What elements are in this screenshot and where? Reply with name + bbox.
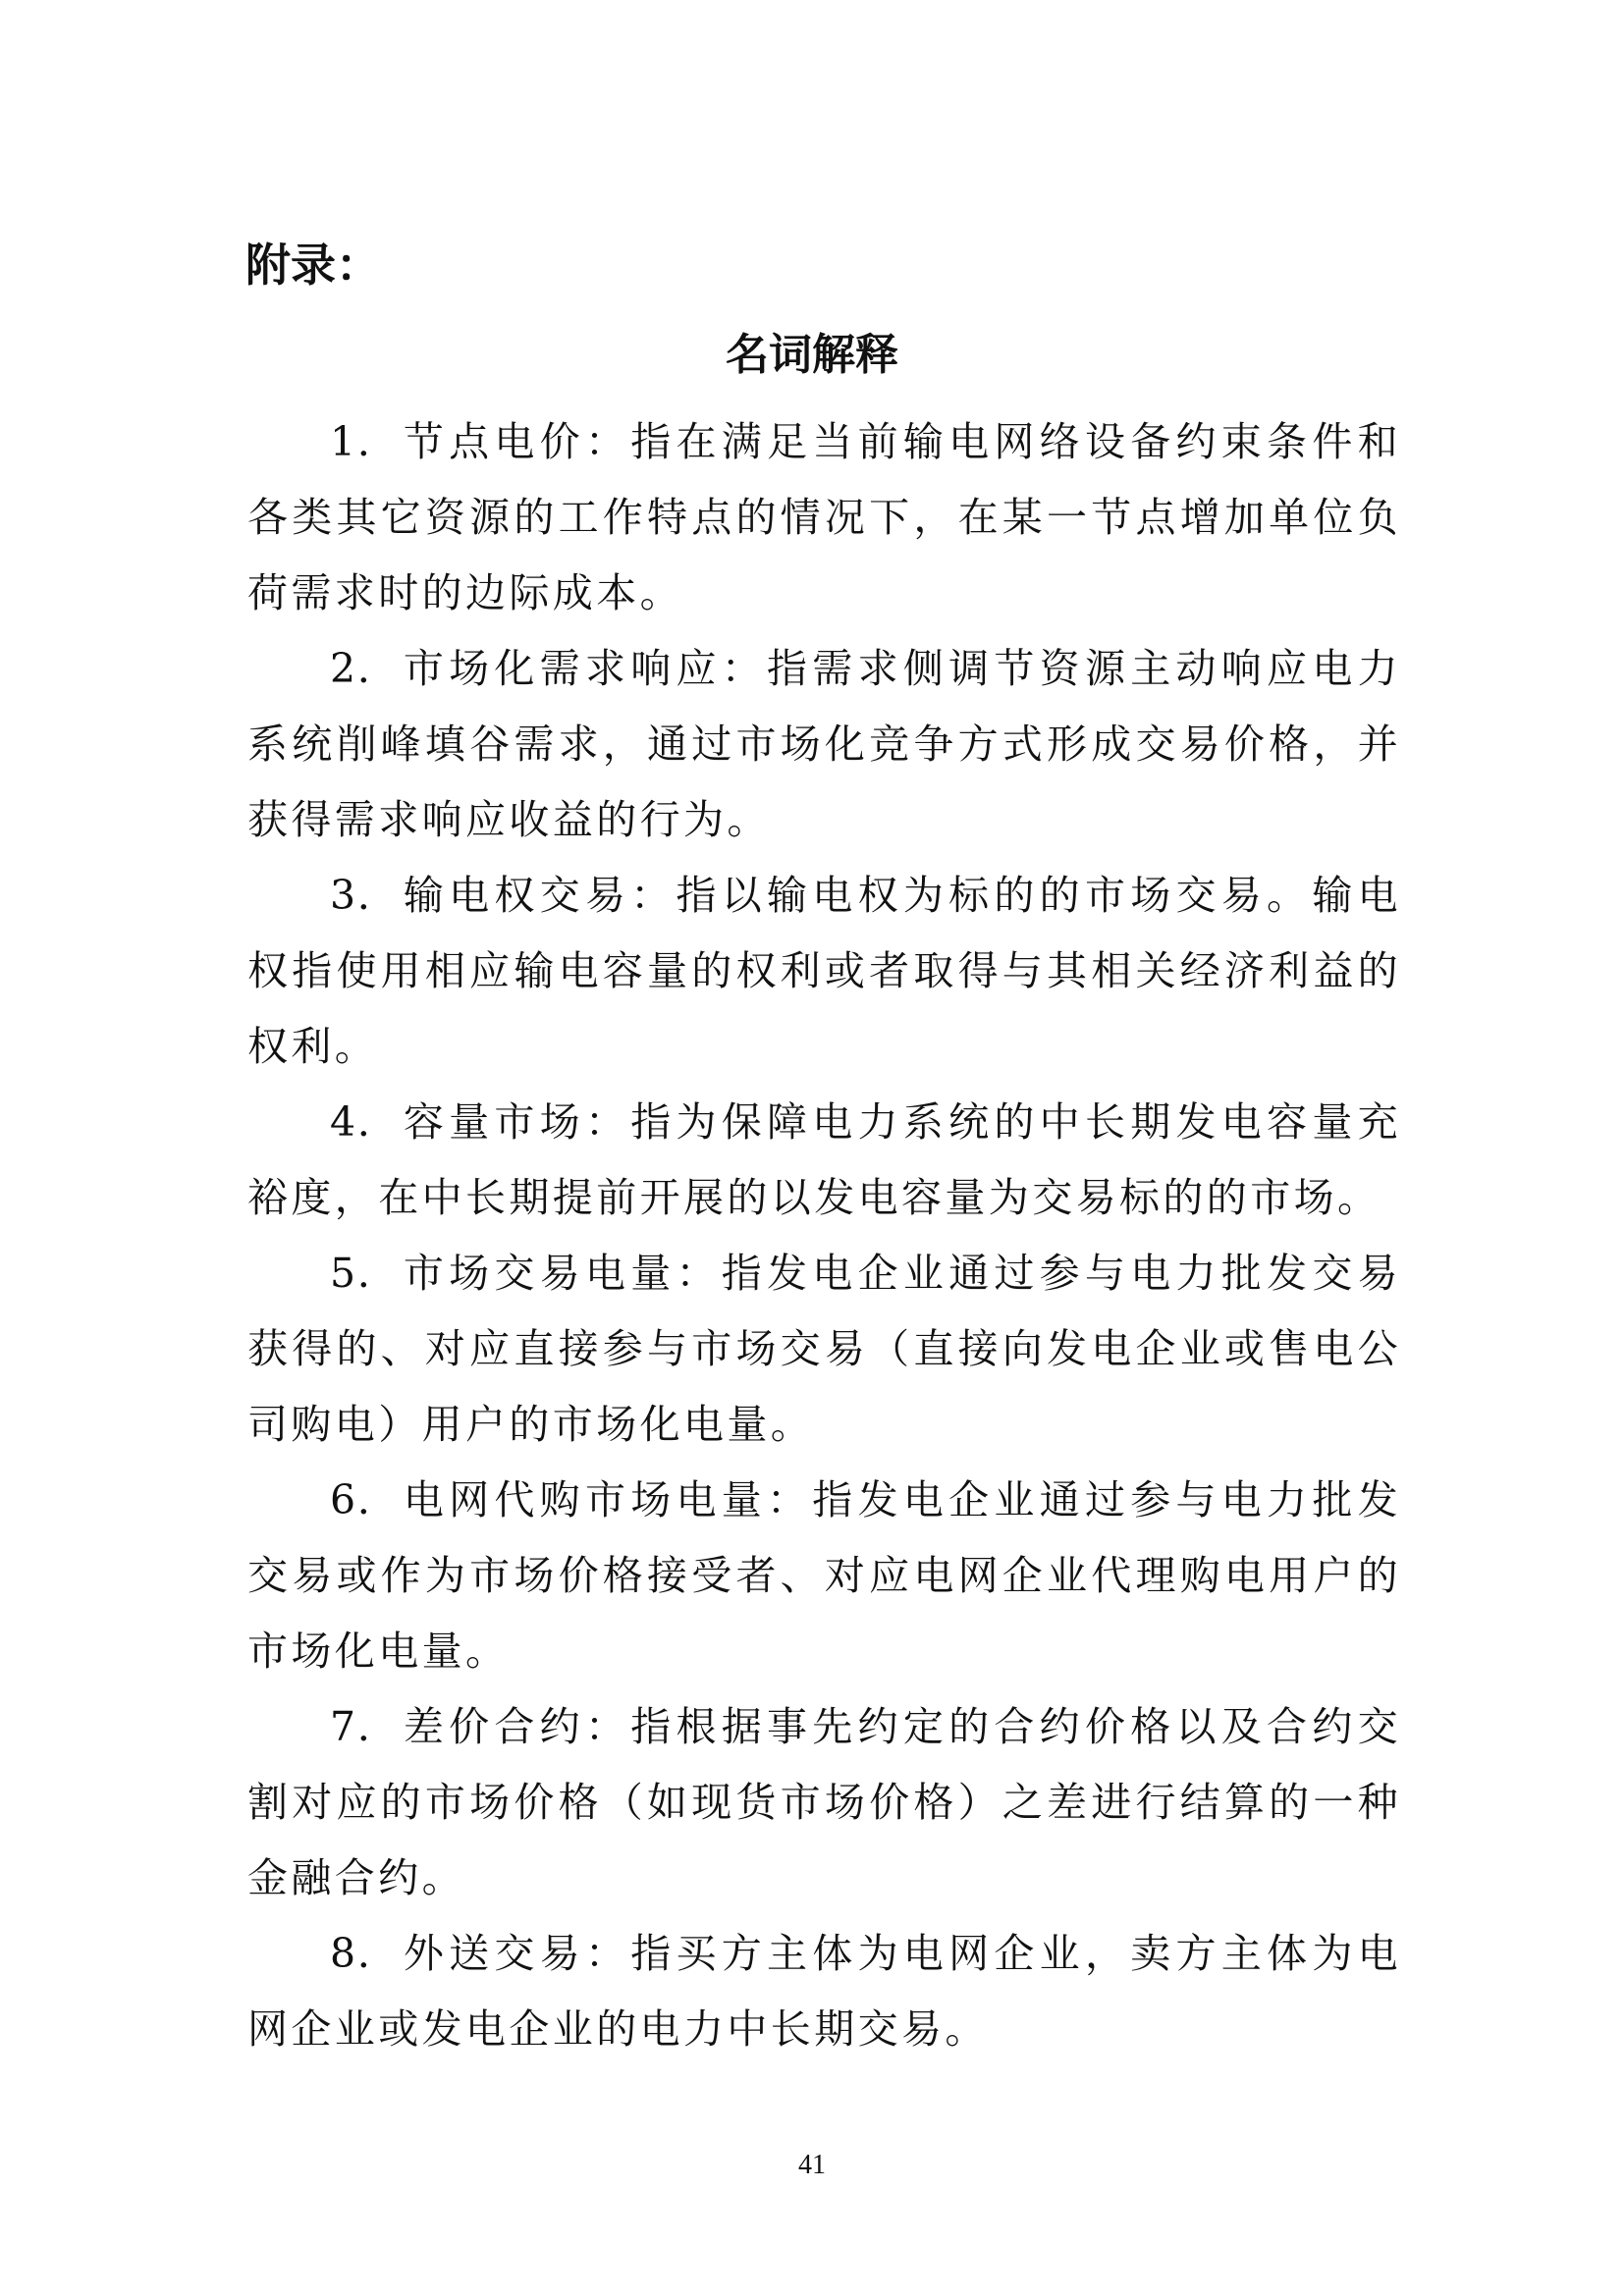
term-item: [247, 1463, 1401, 1689]
term-item: [247, 404, 1401, 631]
term-number: 5．: [330, 1250, 400, 1297]
glossary-title: 名词解释: [726, 330, 898, 380]
term-item: [247, 1916, 1401, 2067]
term-definition: 输电权交易：指以输电权为标的的市场交易。输电权指使用相应输电容量的权利或者取得与其相关经济利益的权利。: [247, 872, 1401, 1070]
term-list: [247, 404, 1401, 2067]
term-definition: 市场交易电量：指发电企业通过参与电力批发交易获得的、对应直接参与市场交易（直接向发电企业或售电公司购电）用户的市场化电量。: [247, 1250, 1401, 1448]
term-item: [247, 1236, 1401, 1463]
term-number: 2．: [330, 645, 400, 692]
term-number: 7．: [330, 1703, 400, 1750]
term-item: [247, 1689, 1401, 1916]
term-item: [247, 858, 1401, 1085]
term-number: 3．: [330, 872, 400, 919]
term-number: 1．: [330, 418, 400, 465]
term-definition: 外送交易：指买方主体为电网企业，卖方主体为电网企业或发电企业的电力中长期交易。: [247, 1930, 1401, 2053]
appendix-heading: 附录：: [245, 239, 381, 292]
term-number: 8．: [330, 1930, 400, 1977]
term-item: [247, 631, 1401, 858]
term-number: 4．: [330, 1098, 400, 1146]
term-number: 6．: [330, 1476, 400, 1523]
term-definition: 电网代购市场电量：指发电企业通过参与电力批发交易或作为市场价格接受者、对应电网企业代理购电用户的市场化电量。: [247, 1476, 1401, 1675]
term-item: [247, 1085, 1401, 1236]
page-number: 41: [798, 2150, 826, 2180]
term-definition: 节点电价：指在满足当前输电网络设备约束条件和各类其它资源的工作特点的情况下，在某一节点增加单位负荷需求时的边际成本。: [247, 418, 1401, 616]
term-definition: 市场化需求响应：指需求侧调节资源主动响应电力系统削峰填谷需求，通过市场化竞争方式形成交易价格，并获得需求响应收益的行为。: [247, 645, 1401, 843]
term-definition: 容量市场：指为保障电力系统的中长期发电容量充裕度，在中长期提前开展的以发电容量为交易标的的市场。: [247, 1098, 1401, 1221]
term-definition: 差价合约：指根据事先约定的合约价格以及合约交割对应的市场价格（如现货市场价格）之差进行结算的一种金融合约。: [247, 1703, 1401, 1901]
